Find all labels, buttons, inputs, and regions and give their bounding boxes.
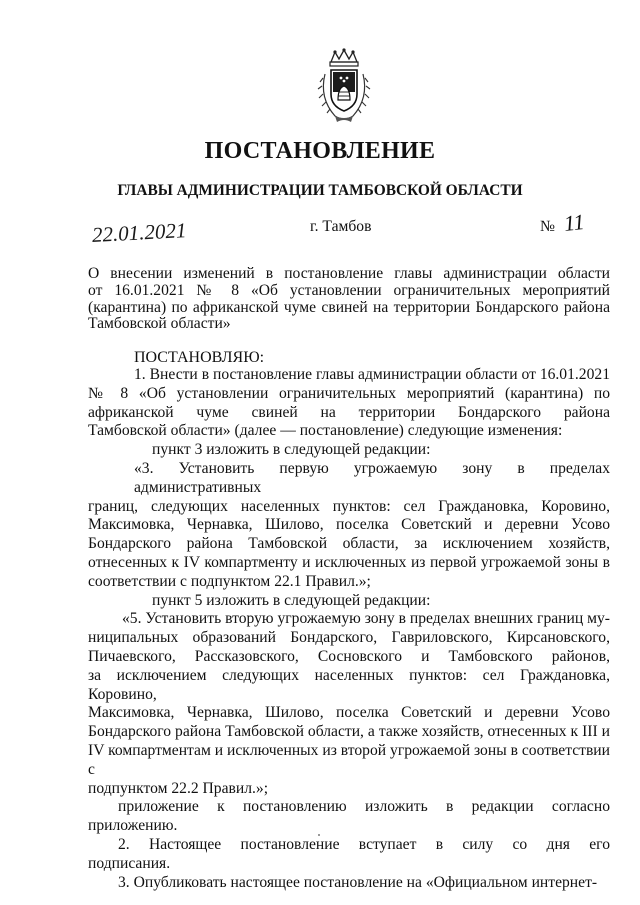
document-body — [88, 366, 610, 892]
body-line: 3. Опубликовать настоящее постановление на «Официальном интернет- — [118, 873, 598, 891]
body-line: пункт 5 изложить в следующей редакции: — [152, 591, 431, 609]
preamble-text — [88, 266, 610, 333]
body-line: Бондарского района Тамбовской области, за исключением хозяйств, — [88, 535, 610, 553]
body-line: 1. Внести в постановление главы администрации области от 16.01.2021 — [134, 366, 610, 383]
document-city: г. Тамбов — [310, 218, 372, 235]
preamble-line: (карантина) по африканской чуме свиней на территории Бондарского района — [88, 298, 610, 316]
body-line: IV компартментам и исключенных из второй угрожаемой зоны в соответствии с — [88, 741, 610, 778]
body-line: подписания. — [88, 854, 171, 872]
document-number-label: № — [540, 218, 555, 235]
body-line: «3. Установить первую угрожаемую зону в пределах административных — [134, 459, 610, 496]
body-line: № 8 «Об установлении ограничительных мероприятий (карантина) по — [88, 384, 610, 402]
body-line: подпунктом 22.2 Правил.»; — [88, 779, 269, 797]
body-line: «5. Установить вторую угрожаемую зону в пределах внешних границ му- — [122, 610, 610, 628]
body-line: соответствии с подпунктом 22.1 Правил.»; — [88, 572, 371, 590]
body-line: пункт 3 изложить в следующей редакции: — [152, 441, 431, 459]
body-line: отнесенных к IV компартменту и исключенных из первой угрожаемой зоны в — [88, 553, 610, 571]
decree-word: ПОСТАНОВЛЯЮ: — [134, 349, 265, 366]
document-number: 11 — [562, 209, 586, 236]
body-line: Тамбовской области» (далее — постановление) следующие изменения: — [88, 422, 563, 440]
preamble-line: О внесении изменений в постановление главы администрации области — [88, 265, 610, 282]
tambov-coat-of-arms-icon — [317, 48, 371, 124]
preamble-line: от 16.01.2021 № 8 «Об установлении ограничительных мероприятий — [88, 281, 610, 299]
body-line: приложению. — [88, 817, 178, 835]
body-line: африканской чуме свиней на территории Бондарского района — [88, 403, 610, 421]
body-line: Бондарского района Тамбовской области, а также хозяйств, отнесенных к III и — [88, 723, 610, 741]
document-title: ПОСТАНОВЛЕНИЕ — [204, 138, 436, 164]
body-line: ниципальных образований Бондарского, Гавриловского, Кирсановского, — [88, 629, 610, 647]
scan-speck — [318, 834, 320, 836]
body-line: приложение к постановлению изложить в редакции согласно — [118, 798, 610, 816]
document-subtitle: ГЛАВЫ АДМИНИСТРАЦИИ ТАМБОВСКОЙ ОБЛАСТИ — [117, 182, 523, 199]
body-line: Пичаевского, Рассказовского, Сосновского и Тамбовского районов, — [88, 647, 610, 665]
body-line: 2. Настоящее постановление вступает в силу со дня его — [118, 835, 610, 853]
preamble-line: Тамбовской области» — [88, 315, 231, 333]
body-line: Максимовка, Чернавка, Шилово, поселка Советский и деревни Усово — [88, 704, 610, 722]
body-line: границ, следующих населенных пунктов: сел Граждановка, Коровино, — [88, 497, 610, 515]
document-date: 22.01.2021 — [91, 218, 187, 247]
body-line: за исключением следующих населенных пунктов: сел Граждановка, Коровино, — [88, 666, 610, 703]
body-line: Максимовка, Чернавка, Шилово, поселка Советский и деревни Усово — [88, 516, 610, 534]
